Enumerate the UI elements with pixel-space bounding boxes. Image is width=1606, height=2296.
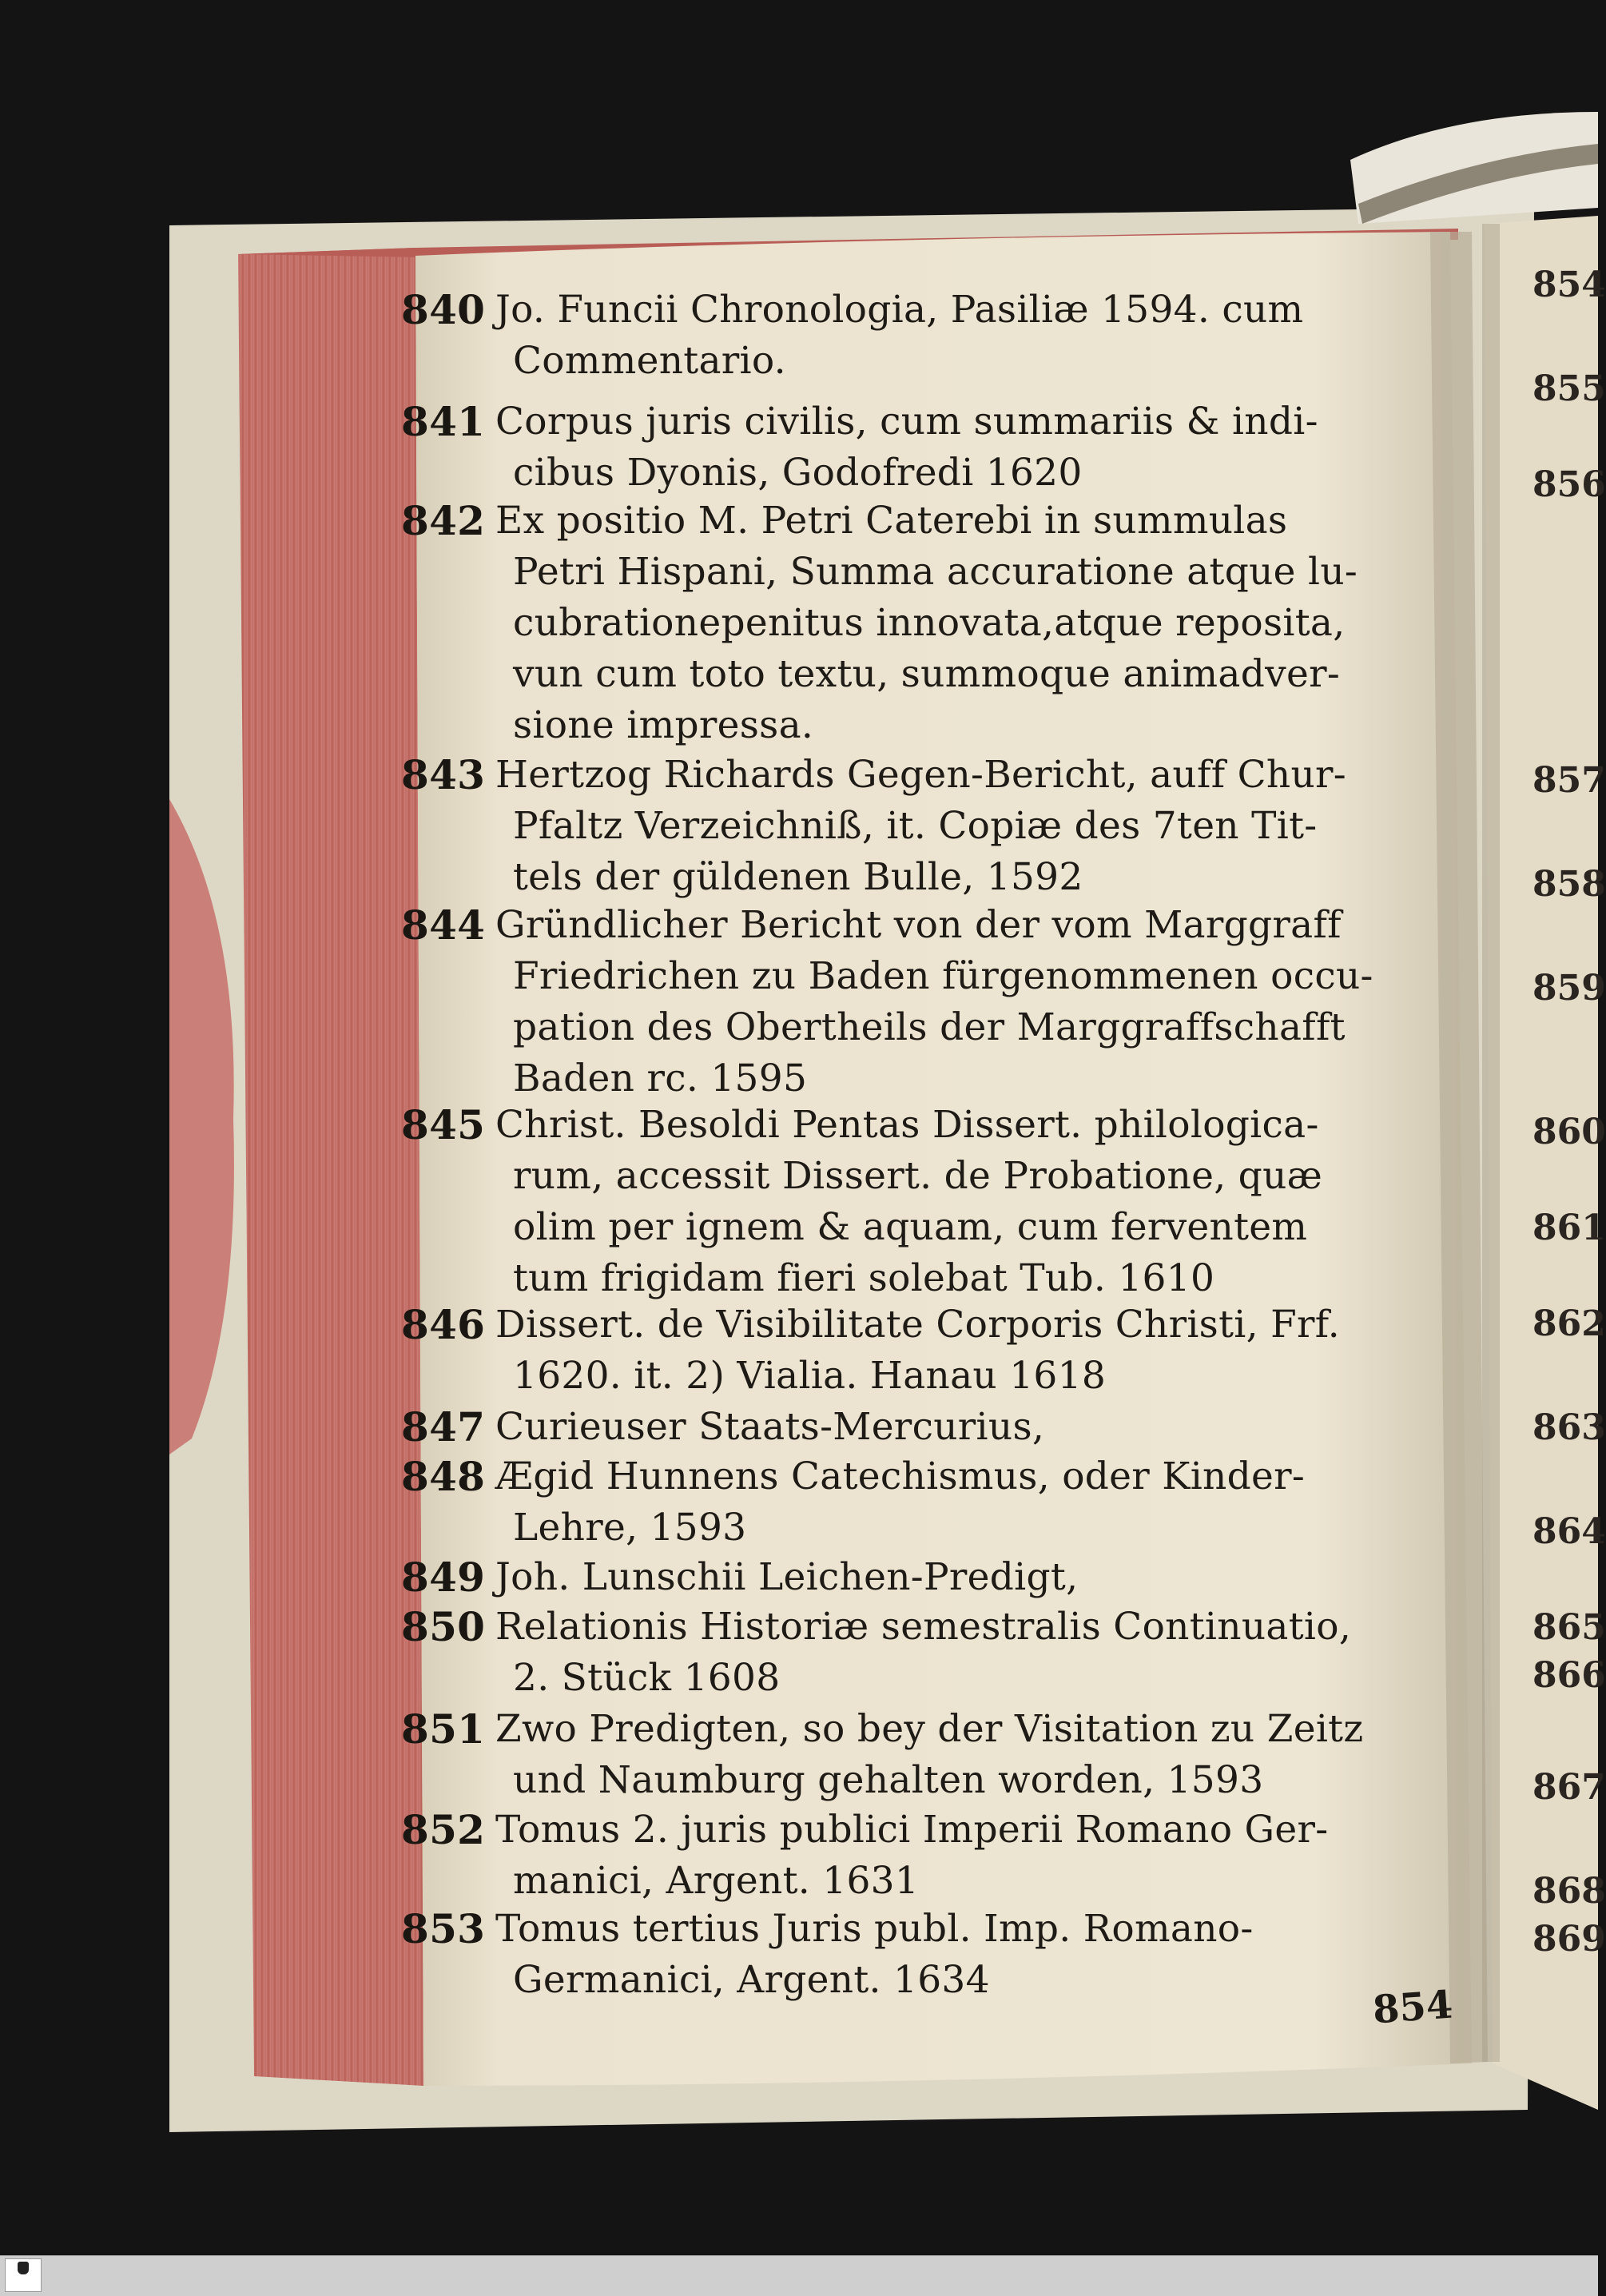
entry-line: Pfaltz Verzeichniß, it. Copiæ des 7ten Tit- <box>513 804 1318 848</box>
entry-line: rum, accessit Dissert. de Probatione, quæ <box>513 1154 1323 1198</box>
entry-line: Germanici, Argent. 1634 <box>513 1958 990 2002</box>
facing-number: 868 <box>1532 1871 1606 1912</box>
entry-line: 1620. it. 2) Vialia. Hanau 1618 <box>513 1354 1107 1398</box>
entry-841 <box>401 396 1438 499</box>
facing-number: 865 <box>1532 1607 1606 1648</box>
entry-number: 847 <box>401 1403 486 1450</box>
entry-843 <box>401 750 1438 903</box>
library-logo-icon <box>5 2258 42 2292</box>
entry-844 <box>401 900 1438 1104</box>
entry-line: Petri Hispani, Summa accuratione atque lu- <box>513 550 1358 594</box>
entry-line: Jo. Funcii Chronologia, Pasiliæ 1594. cum <box>495 288 1304 332</box>
entry-line: pation des Obertheils der Marggraffschafft <box>513 1005 1346 1049</box>
catchword: 854 <box>1371 1982 1455 2033</box>
entry-845 <box>401 1100 1438 1304</box>
entry-line: tels der güldenen Bulle, 1592 <box>513 855 1083 899</box>
entry-line: Tomus tertius Juris publ. Imp. Romano- <box>495 1907 1254 1951</box>
entry-number: 853 <box>401 1905 486 1952</box>
facing-number: 860 <box>1532 1112 1606 1152</box>
facing-number: 857 <box>1532 760 1606 801</box>
entry-line: Friedrichen zu Baden fürgenommenen occu- <box>513 954 1373 998</box>
facing-number: 862 <box>1532 1303 1606 1344</box>
entry-line: sione impressa. <box>513 703 814 747</box>
entry-842 <box>401 495 1438 751</box>
facing-number: 869 <box>1532 1919 1606 1960</box>
entry-line: Ex positio M. Petri Caterebi in summulas <box>495 499 1288 543</box>
entry-number: 849 <box>401 1554 486 1601</box>
entry-850 <box>401 1602 1438 1704</box>
facing-number: 866 <box>1532 1655 1606 1696</box>
entry-number: 851 <box>401 1705 486 1753</box>
facing-number: 856 <box>1532 464 1606 505</box>
entry-line: Relationis Historiæ semestralis Continuatio, <box>495 1605 1352 1649</box>
entry-853 <box>401 1904 1438 2006</box>
entry-number: 846 <box>401 1301 486 1348</box>
entry-number: 841 <box>401 398 486 445</box>
facing-number: 855 <box>1532 368 1606 409</box>
entry-851 <box>401 1704 1438 1806</box>
entry-number: 842 <box>401 497 486 544</box>
facing-number: 861 <box>1532 1208 1606 1248</box>
entry-line: Baden rc. 1595 <box>513 1056 808 1100</box>
entry-line: Zwo Predigten, so bey der Visitation zu Zeitz <box>495 1707 1364 1751</box>
entry-849 <box>401 1552 1438 1603</box>
entry-840 <box>401 285 1438 387</box>
entry-line: Tomus 2. juris publici Imperii Romano Ger- <box>495 1808 1329 1852</box>
entry-line: olim per ignem & aquam, cum ferventem <box>513 1205 1308 1249</box>
entry-number: 844 <box>401 901 486 949</box>
entry-852 <box>401 1805 1438 1907</box>
entry-line: Ægid Hunnens Catechismus, oder Kinder- <box>495 1454 1306 1498</box>
facing-number: 854 <box>1532 265 1606 305</box>
entry-line: Corpus juris civilis, cum summariis & indi- <box>495 400 1318 444</box>
entry-number: 845 <box>401 1101 486 1148</box>
entry-line: vun cum toto textu, summoque animadver- <box>513 652 1341 696</box>
viewer-bottom-bar <box>0 2255 1598 2296</box>
entry-number: 848 <box>401 1453 486 1500</box>
entry-line: Christ. Besoldi Pentas Dissert. philologica- <box>495 1103 1319 1147</box>
entry-number: 840 <box>401 286 486 333</box>
entry-number: 843 <box>401 751 486 798</box>
entry-line: 2. Stück 1608 <box>513 1656 781 1700</box>
facing-number: 864 <box>1532 1511 1606 1552</box>
entry-848 <box>401 1451 1438 1554</box>
facing-number: 858 <box>1532 864 1606 905</box>
entry-line: manici, Argent. 1631 <box>513 1859 920 1903</box>
entry-line: Dissert. de Visibilitate Corporis Christi, Frf. <box>495 1303 1341 1347</box>
entry-847 <box>401 1402 1438 1453</box>
entry-line: tum frigidam fieri solebat Tub. 1610 <box>513 1256 1215 1300</box>
facing-number: 859 <box>1532 968 1606 1009</box>
entry-number: 850 <box>401 1603 486 1650</box>
entry-846 <box>401 1299 1438 1402</box>
entry-number: 852 <box>401 1806 486 1853</box>
entry-line: cubrationepenitus innovata,atque reposita, <box>513 601 1346 645</box>
entry-line: Hertzog Richards Gegen-Bericht, auff Chur- <box>495 753 1346 797</box>
entry-line: Commentario. <box>513 339 786 383</box>
entry-line: Curieuser Staats-Mercurius, <box>495 1405 1045 1449</box>
entry-line: cibus Dyonis, Godofredi 1620 <box>513 451 1083 495</box>
facing-number: 863 <box>1532 1407 1606 1448</box>
facing-number: 867 <box>1532 1767 1606 1808</box>
entry-line: Gründlicher Bericht von der vom Marggraff <box>495 903 1342 947</box>
entry-line: Joh. Lunschii Leichen-Predigt, <box>495 1555 1079 1599</box>
entry-line: Lehre, 1593 <box>513 1506 747 1550</box>
entry-line: und Naumburg gehalten worden, 1593 <box>513 1758 1264 1802</box>
